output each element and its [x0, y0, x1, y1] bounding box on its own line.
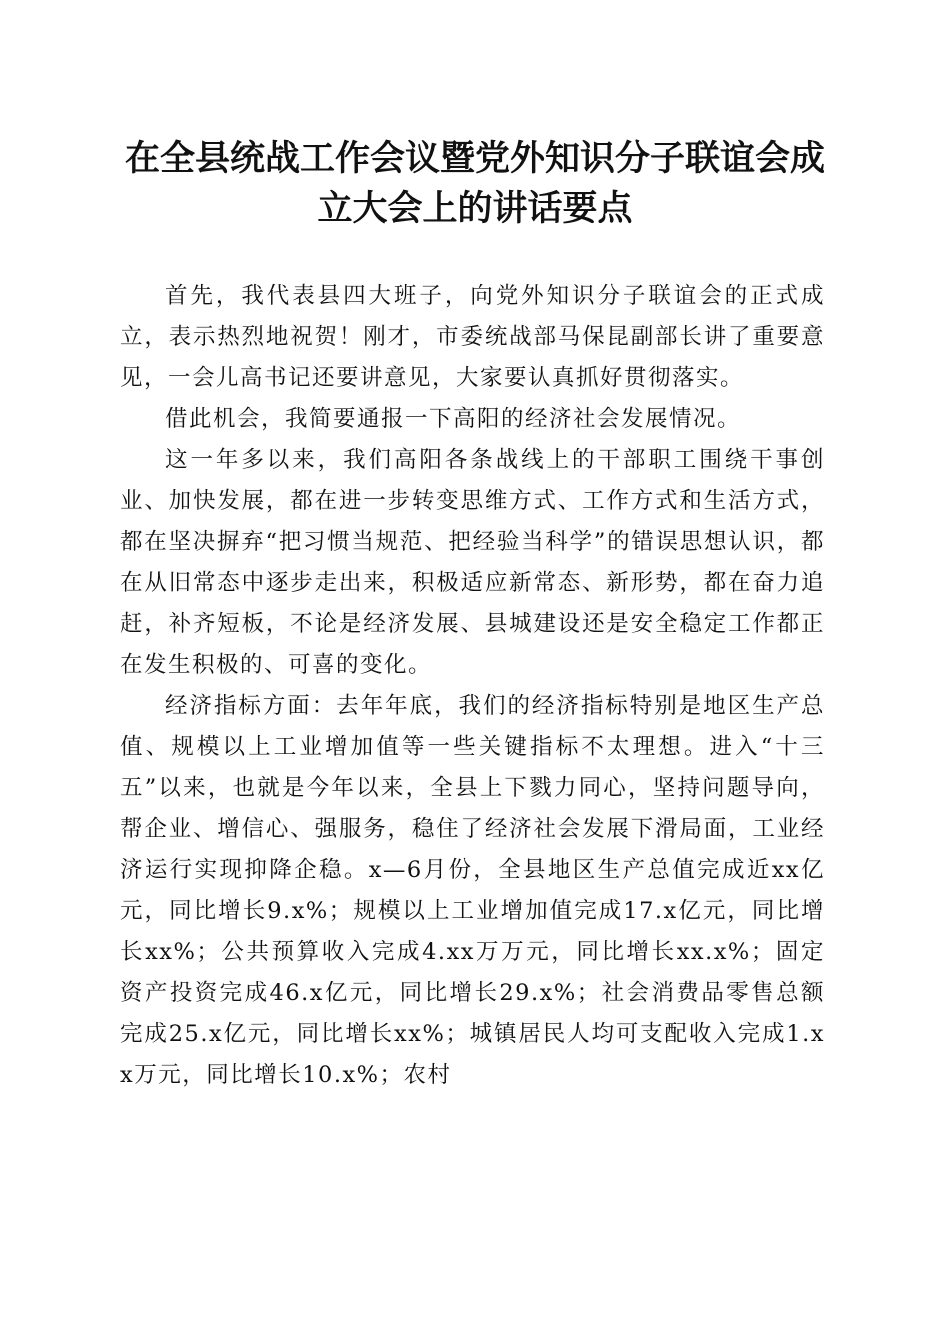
- paragraph-work-changes: 这一年多以来，我们高阳各条战线上的干部职工围绕干事创业、加快发展，都在进一步转变思维方式、工作方式和生活方式，都在坚决摒弃“把习惯当规范、把经验当科学”的错误思想认识，都在从旧常态中逐步走出来，积极适应新常态、新形势，都在奋力追赶，补齐短板，不论是经济发展、县城建设还是安全稳定工作都正在发生积极的、可喜的变化。: [120, 447, 825, 678]
- paragraph-briefing-intro: 借此机会，我简要通报一下高阳的经济社会发展情况。: [165, 406, 742, 432]
- title-line-1: 在全县统战工作会议暨党外知识分子联谊会成: [124, 138, 825, 179]
- paragraph-economic-indicators: 经济指标方面：去年年底，我们的经济指标特别是地区生产总值、规模以上工业增加值等一些关键指标不太理想。进入“十三五”以来，也就是今年以来，全县上下戮力同心，坚持问题导向，帮企业、增信心、强服务，稳住了经济社会发展下滑局面，工业经济运行实现抑降企稳。x—6月份，全县地区生产总值完成近xx亿元，同比增长9.x%；规模以上工业增加值完成17.x亿元，同比增长xx%；公共预算收入完成4.xx万万元，同比增长xx.x%；固定资产投资完成46.x亿元，同比增长29.x%；社会消费品零售总额完成25.x亿元，同比增长xx%；城镇居民人均可支配收入完成1.xx万元，同比增长10.x%；农村: [120, 693, 825, 1088]
- paragraph-congratulations: 首先，我代表县四大班子，向党外知识分子联谊会的正式成立，表示热烈地祝贺！刚才，市委统战部马保昆副部长讲了重要意见，一会儿高书记还要讲意见，大家要认真抓好贯彻落实。: [120, 283, 825, 391]
- document-title: [110, 134, 840, 234]
- document-body: [120, 276, 825, 1096]
- title-line-2: 立大会上的讲话要点: [317, 188, 633, 229]
